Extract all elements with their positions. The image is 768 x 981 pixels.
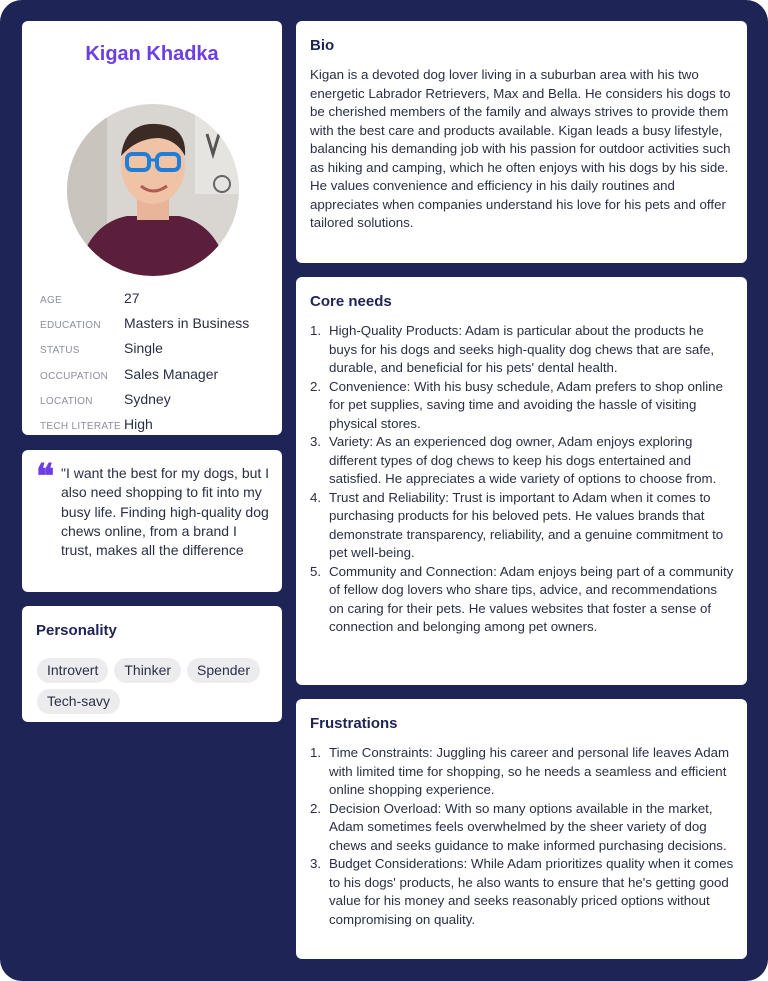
list-item: [310, 322, 735, 378]
fact-location: [40, 391, 270, 416]
fact-value: Masters in Business: [124, 315, 250, 332]
avatar: [67, 104, 239, 276]
personality-tag: Thinker: [114, 658, 181, 683]
list-item: [310, 378, 735, 434]
core-needs-card: [296, 277, 747, 685]
list-item: [310, 744, 735, 800]
quote-icon: ❝: [36, 457, 55, 497]
fact-label: AGE: [40, 295, 63, 306]
personality-tag: Spender: [187, 658, 260, 683]
fact-occupation: [40, 366, 270, 391]
quote-card: [22, 450, 282, 592]
list-item: [310, 489, 735, 563]
list-text: Convenience: With his busy schedule, Adam prefers to shop online for pet supplies, saving time and avoiding the hassle of visiting physical stores.: [329, 378, 723, 431]
persona-facts: [40, 290, 270, 441]
list-text: Time Constraints: Juggling his career and personal life leaves Adam with limited time for shopping, so he needs a seamless and efficient online shopping experience.: [329, 745, 730, 797]
personality-card: [22, 606, 282, 722]
personality-tag: Introvert: [37, 658, 108, 683]
bio-card: [296, 21, 747, 263]
list-text: Trust and Reliability: Trust is important to Adam when it comes to purchasing products for his beloved pets. He values brands that demonstrate transparency, reliability, and a genuine commitment to pet well-being.: [329, 489, 724, 560]
list-text: Decision Overload: With so many options available in the market, Adam sometimes feels overwhelmed by the sheer variety of dog chews and seeks guidance to make informed purchasing decisions.: [329, 800, 727, 853]
fact-tech-literate: [40, 416, 270, 441]
list-number: 3.: [310, 856, 322, 871]
personality-tag: Tech-savy: [37, 689, 120, 714]
list-text: Variety: As an experienced dog owner, Adam enjoys exploring different types of dog chews to keep his dogs entertained and satisfied. He appreciates a wide variety of options to choose from.: [329, 434, 717, 486]
bio-text: Kigan is a devoted dog lover living in a suburban area with his two energetic Labrador Retrievers, Max and Bella. He considers his dogs to be cherished members of the family and always strives to provide them with the best care and products available. Kigan leads a busy lifestyle, balancing his demanding job with his passion for outdoor activities such as hiking and camping, which he often enjoys with his dogs by his side. He values convenience and efficiency in his daily routines and appreciates when companies understand his love for his pets and offer tailored solutions.: [310, 67, 731, 230]
bio-title: Bio: [310, 37, 335, 54]
fact-age: [40, 290, 270, 315]
persona-name: Kigan Khadka: [85, 43, 219, 65]
list-text: High-Quality Products: Adam is particular about the products he buys for his dogs and seeks high-quality dog chews that are safe, durable, and beneficial for his pets' dental health.: [329, 323, 715, 375]
list-number: 2.: [310, 800, 322, 816]
list-text: Budget Considerations: While Adam prioritizes quality when it comes to his dogs' products, he also wants to ensure that he's getting good value for his money and seeks reasonably priced options without compromising on quality.: [329, 856, 734, 927]
frustrations-card: [296, 699, 747, 959]
avatar-photo: [67, 104, 239, 276]
core-needs-list: [310, 322, 735, 637]
fact-value: Sydney: [124, 390, 171, 407]
fact-value: Single: [124, 340, 163, 357]
profile-card: [22, 21, 282, 435]
frustrations-list: [310, 744, 735, 929]
list-text: Community and Connection: Adam enjoys being part of a community of fellow dog lovers who share tips, advice, and recommendations on caring for their pets. He values websites that foster a sense of connection and belonging among pet owners.: [329, 563, 734, 634]
list-number: 1.: [310, 745, 322, 760]
personality-title: Personality: [36, 622, 117, 639]
fact-label: EDUCATION: [40, 320, 101, 332]
fact-value: 27: [124, 290, 140, 306]
fact-label: STATUS: [40, 345, 80, 357]
fact-value: High: [124, 415, 153, 432]
list-item: [310, 563, 735, 637]
list-item: [310, 433, 735, 489]
list-number: 5.: [310, 563, 322, 579]
list-item: [310, 800, 735, 856]
fact-status: [40, 340, 270, 365]
list-number: 1.: [310, 323, 322, 338]
quote-text: "I want the best for my dogs, but I also need shopping to fit into my busy life. Finding high-quality dog chews online, from a brand I trust, makes all the difference: [61, 465, 270, 559]
fact-value: Sales Manager: [124, 365, 219, 382]
personality-tags: [37, 658, 277, 714]
fact-label: OCCUPATION: [40, 370, 109, 382]
fact-education: [40, 315, 270, 340]
fact-label: LOCATION: [40, 395, 93, 407]
list-number: 2.: [310, 378, 322, 394]
list-item: [310, 855, 735, 929]
core-needs-title: Core needs: [310, 293, 392, 310]
list-number: 3.: [310, 434, 322, 449]
frustrations-title: Frustrations: [310, 715, 398, 732]
list-number: 4.: [310, 489, 322, 505]
fact-label: TECH LITERATE: [40, 420, 121, 432]
